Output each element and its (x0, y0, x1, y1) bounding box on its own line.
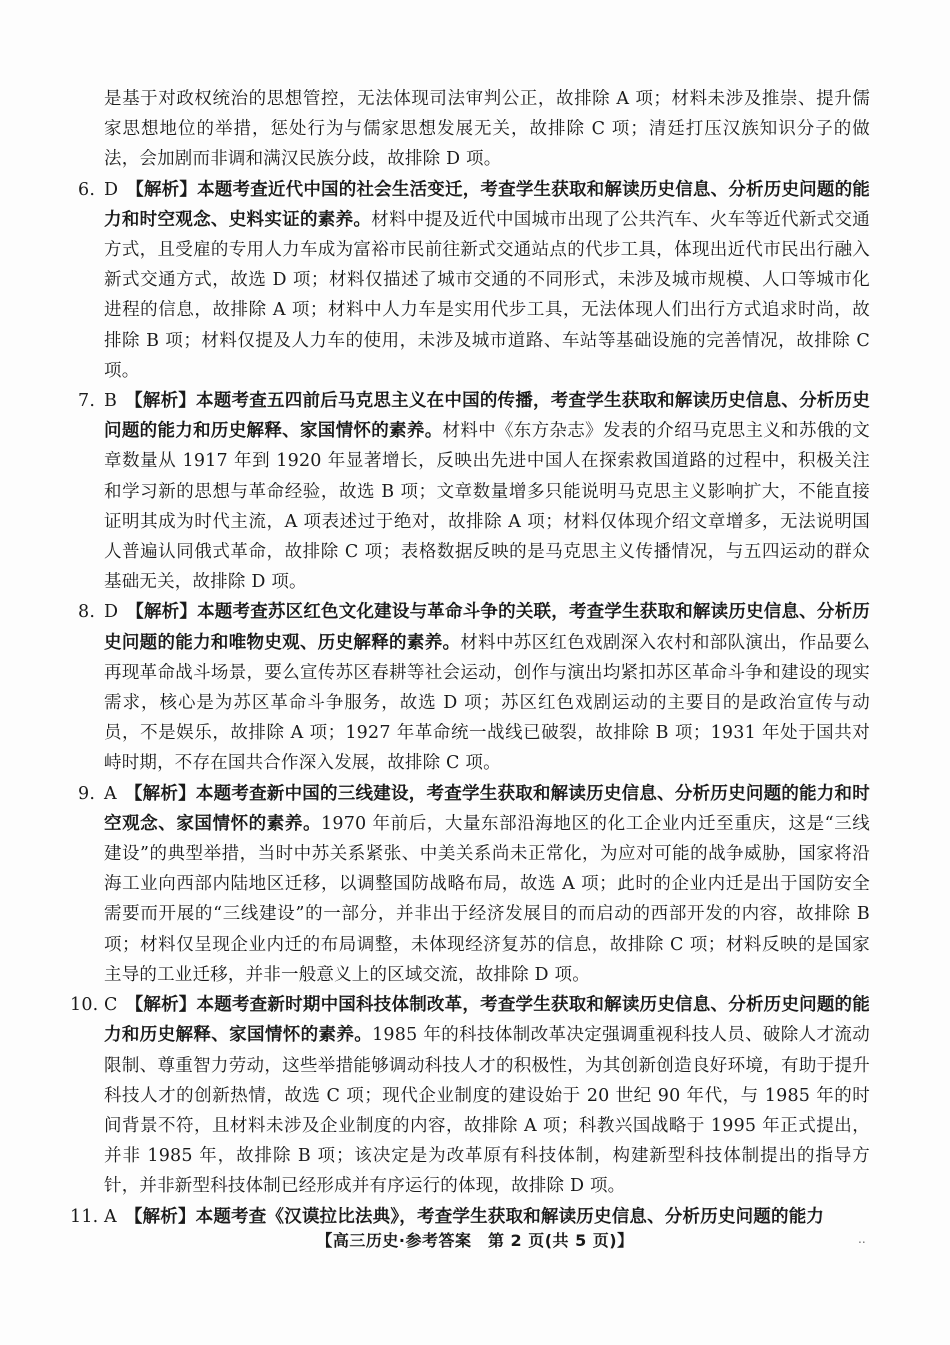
answer-letter: A (104, 1206, 117, 1227)
answer-item-7 (78, 386, 870, 597)
analysis-tag: 【解析】 (125, 995, 197, 1016)
analysis-text: 材料中提及近代中国城市出现了公共汽车、火车等近代新式交通方式，且受雇的专用人力车成为富裕市民前往新式交通站点的代步工具，体现出近代市民出行融入新式交通方式，故选 D 项；材料仅描述了城市交通的不同形式，未涉及城市规模、人口等城市化进程的信息，故排除 A 项；材料中人力车是实用代步工具，无法体现人们出行方式追求时尚，故排除 B 项；材料仅提及人力车的使用，未涉及城市道路、车站等基础设施的完善情况，故排除 C 项。 (104, 209, 870, 381)
item-number: 9. (78, 783, 96, 804)
analysis-summary: 本题考查新时期中国科技体制改革，考查学生获取和解读历史信息、分析历史问题的能力和历史解释、家国情怀的素养。 (104, 995, 870, 1046)
answer-item-6 (78, 175, 870, 386)
analysis-text: 材料中苏区红色戏剧深入农村和部队演出，作品要么再现革命战斗场景，要么宣传苏区春耕等社会运动，创作与演出均紧扣苏区革命斗争和建设的现实需求，核心是为苏区革命斗争服务，故选 D 项；苏区红色戏剧运动的主要目的是政治宣传与动员，不是娱乐，故排除 A 项；1927 年革命统一战线已破裂，故排除 B 项；1931 年处于国共对峙时期，不存在国共合作深入发展，故排除 C 项。 (104, 632, 870, 774)
answer-letter: D (104, 179, 119, 200)
item-number: 11. (70, 1206, 99, 1227)
analysis-tag: 【解析】 (124, 783, 196, 804)
answer-letter: A (104, 783, 117, 804)
analysis-tag: 【解析】 (125, 391, 197, 412)
item-number: 7. (78, 391, 96, 412)
analysis-tag: 【解析】 (126, 602, 198, 623)
analysis-summary: 本题考查苏区红色文化建设与革命斗争的关联，考查学生获取和解读历史信息、分析历史问题的能力和唯物史观、历史解释的素养。 (104, 602, 870, 653)
item-number: 6. (78, 179, 96, 200)
analysis-text: 1970 年前后，大量东部沿海地区的化工企业内迁至重庆，这是“三线建设”的典型举措，当时中苏关系紧张、中美关系尚未正常化，为应对可能的战争威胁，国家将沿海工业向西部内陆地区迁移，以调整国防战略布局，故选 A 项；此时的企业内迁是出于国防安全需要而开展的“三线建设”的一部分，并非出于经济发展目的而启动的西部开发的内容，故排除 B 项；材料仅呈现企业内迁的布局调整，未体现经济复苏的信息，故排除 C 项；材料反映的是国家主导的工业迁移，并非一般意义上的区域交流，故排除 D 项。 (104, 813, 870, 985)
answer-item-9 (78, 779, 870, 990)
answer-content (70, 84, 870, 1232)
intro-paragraph: 是基于对政权统治的思想管控，无法体现司法审判公正，故排除 A 项；材料未涉及推崇、提升儒家思想地位的举措，惩处行为与儒家思想发展无关，故排除 C 项；清廷打压汉族知识分子的做法，会加剧而非调和满汉民族分歧，故排除 D 项。 (104, 89, 870, 170)
analysis-text: 1985 年的科技体制改革决定强调重视科技人员、破除人才流动限制、尊重智力劳动，这些举措能够调动科技人才的积极性，为其创新创造良好环境，有助于提升科技人才的创新热情，故选 C 项；现代企业制度的建设始于 20 世纪 90 年代，与 1985 年的时间背景不符，且材料未涉及企业制度的内容，故排除 A 项；科教兴国战略于 1995 年正式提出，并非 1985 年，故排除 B 项；该决定是为改革原有科技体制，构建新型科技体制提出的指导方针，并非新型科技体制已经形成并有序运行的体现，故排除 D 项。 (104, 1025, 870, 1197)
analysis-summary: 本题考查《汉谟拉比法典》，考查学生获取和解读历史信息、分析历史问题的能力 (195, 1206, 825, 1227)
answer-letter: D (104, 602, 119, 623)
item-number: 10. (70, 995, 99, 1016)
analysis-summary: 本题考查五四前后马克思主义在中国的传播，考查学生获取和解读历史信息、分析历史问题的能力和历史解释、家国情怀的素养。 (104, 391, 870, 442)
analysis-summary: 本题考查新中国的三线建设，考查学生获取和解读历史信息、分析历史问题的能力和时空观念、家国情怀的素养。 (104, 783, 870, 834)
answer-item-10 (70, 990, 870, 1201)
item-number: 8. (78, 602, 96, 623)
analysis-tag: 【解析】 (126, 179, 198, 200)
analysis-text: 材料中《东方杂志》发表的介绍马克思主义和苏俄的文章数量从 1917 年到 1920 年显著增长，反映出先进中国人在探索救国道路的过程中，积极关注和学习新的思想与革命经验，故选 B 项；文章数量增多只能说明马克思主义影响扩大，不能直接证明其成为时代主流，A 项表述过于绝对，故排除 A 项；材料仅体现介绍文章增多，无法说明国人普遍认同俄式革命，故排除 C 项；表格数据反映的是马克思主义传播情况，与五四运动的群众基础无关，故排除 D 项。 (104, 421, 870, 593)
answer-item-8 (78, 597, 870, 778)
analysis-summary: 本题考查近代中国的社会生活变迁，考查学生获取和解读历史信息、分析历史问题的能力和时空观念、史料实证的素养。 (104, 179, 870, 230)
answer-letter: B (104, 391, 118, 412)
answer-letter: C (104, 995, 118, 1016)
corner-mark: .. (858, 1232, 866, 1246)
page-footer: 【高三历史·参考答案 第 2 页(共 5 页)】 (316, 1231, 634, 1250)
analysis-tag: 【解析】 (124, 1206, 196, 1227)
